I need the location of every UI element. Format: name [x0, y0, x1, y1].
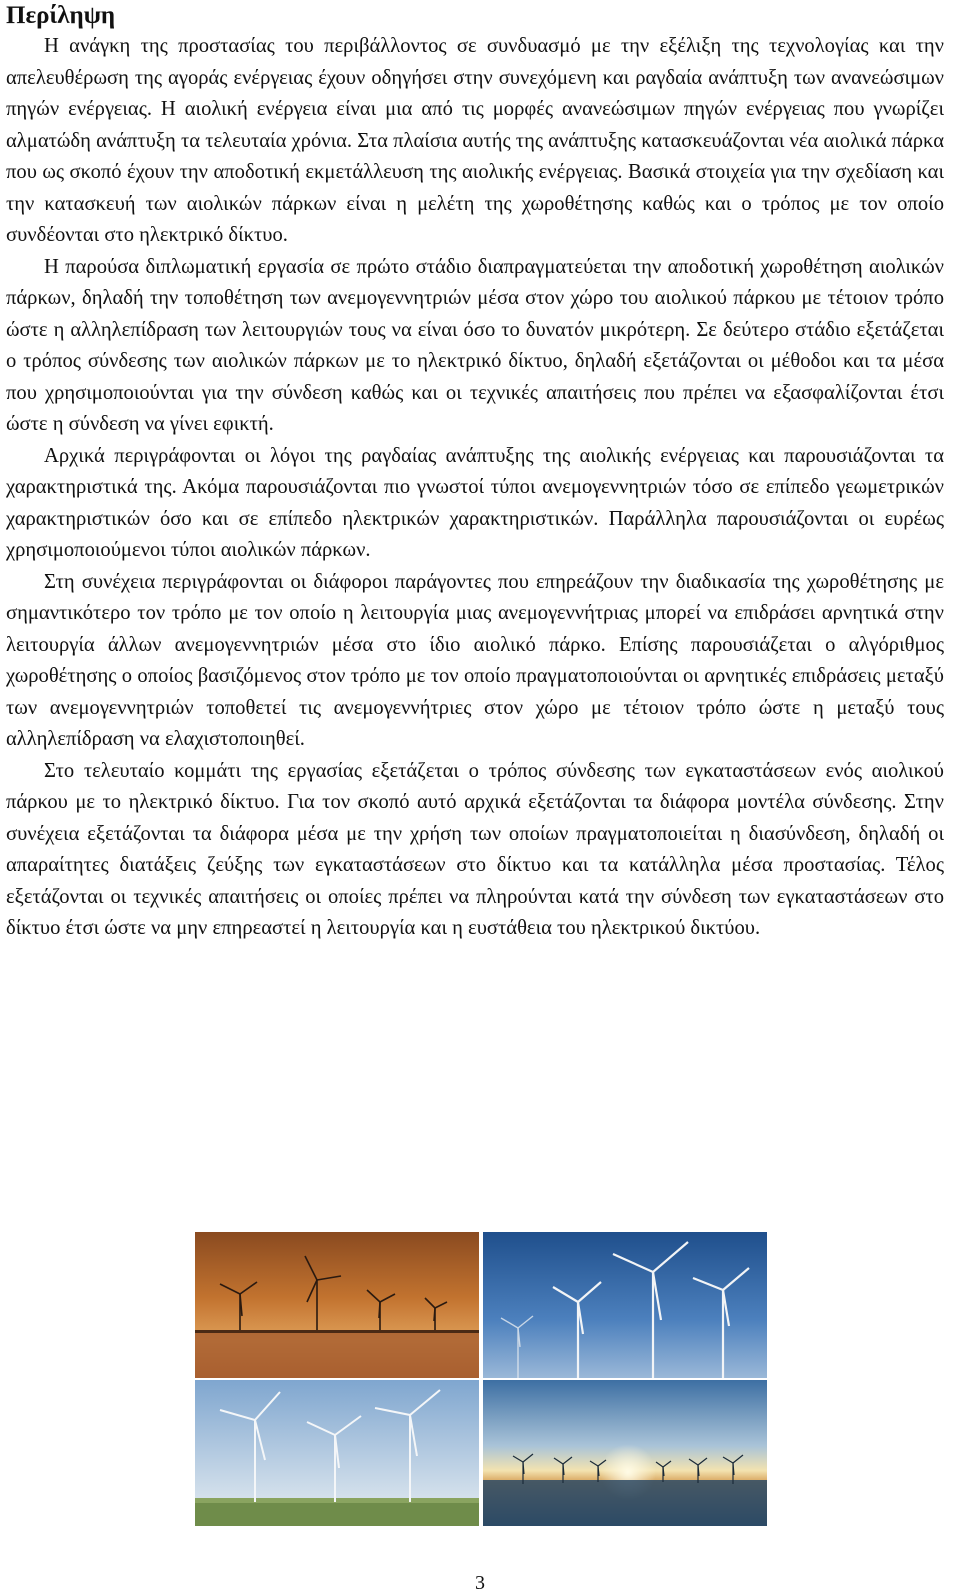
page-title: Περίληψη	[6, 2, 116, 29]
wind-turbines-field-photo	[195, 1380, 479, 1526]
wind-turbines-blue-sky-photo	[483, 1232, 767, 1378]
wind-turbine-collage	[195, 1232, 767, 1526]
paragraph-1: Η ανάγκη της προστασίας του περιβάλλοντος σε συνδυασμό με την εξέλιξη της τεχνολογίας και την απελευθέρωση της αγοράς ενέργειας έχουν οδηγήσει στην συνεχόμενη και ραγδαία ανάπτυξη των ανανεώσιμων πηγών ενέργειας. Η αιολική ενέργεια είναι μια από τις μορφές ανανεώσιμων πηγών ενέργειας που γνωρίζει αλματώδη ανάπτυξη τα τελευταία χρόνια. Στα πλαίσια αυτής της ανάπτυξης κατασκευάζονται νέα αιολικά πάρκα που ως σκοπό έχουν την αποδοτική εκμετάλλευση της αιολικής ενέργειας. Βασικά στοιχεία για την σχεδίαση και την κατασκευή των αιολικών πάρκων είναι η μελέτη της χωροθέτησης καθώς και ο τρόπος με τον οποίο συνδέονται στο ηλεκτρικό δίκτυο.	[6, 35, 944, 246]
abstract-body	[6, 31, 944, 945]
page-number: 3	[475, 1572, 485, 1594]
paragraph-5: Στο τελευταίο κομμάτι της εργασίας εξετάζεται ο τρόπος σύνδεσης των εγκαταστάσεων ενός αιολικού πάρκου με το ηλεκτρικό δίκτυο. Για τον σκοπό αυτό αρχικά εξετάζονται τα διάφορα μοντέλα σύνδεσης. Στην συνέχεια εξετάζονται τα διάφορα μέσα με την χρήση των οποίων πραγματοποιείται η διασύνδεση, δηλαδή οι απαραίτητες διατάξεις ζεύξης των εγκαταστάσεων στο δίκτυο και τα κατάλληλα μέσα προστασίας. Τέλος εξετάζονται οι τεχνικές απαιτήσεις οι οποίες πρέπει να πληρούνται κατά την σύνδεση των εγκαταστάσεων στο δίκτυο έτσι ώστε να μην επηρεαστεί η λειτουργία και η ευστάθεια του ηλεκτρικού δικτύου.	[6, 759, 944, 939]
wind-turbines-sunset-photo	[195, 1232, 479, 1378]
offshore-wind-farm-photo	[483, 1380, 767, 1526]
paragraph-3: Αρχικά περιγράφονται οι λόγοι της ραγδαίας ανάπτυξης της αιολικής ενέργειας και παρουσιάζονται τα χαρακτηριστικά της. Ακόμα παρουσιάζονται πιο γνωστοί τύποι ανεμογεννητριών τόσο σε επίπεδο γεωμετρικών χαρακτηριστικών όσο και σε επίπεδο ηλεκτρικών χαρακτηριστικών. Παράλληλα παρουσιάζονται οι ευρέως χρησιμοποιούμενοι τύποι αιολικών πάρκων.	[6, 444, 944, 561]
paragraph-4: Στη συνέχεια περιγράφονται οι διάφοροι παράγοντες που επηρεάζουν την διαδικασία της χωροθέτησης με σημαντικότερο τον τρόπο με τον οποίο η λειτουργία μιας ανεμογεννήτριας μπορεί να επιδράσει αρνητικά στην λειτουργία άλλων ανεμογεννητριών μέσα στο ίδιο αιολικό πάρκο. Επίσης παρουσιάζεται ο αλγόριθμος χωροθέτησης ο οποίος βασιζόμενος στον τρόπο με τον οποίο πραγματοποιούνται οι αρνητικές επιδράσεις μεταξύ των ανεμογεννητριών τοποθετεί τις ανεμογεννήτριες στον χώρο με τέτοιον τρόπο ώστε η μεταξύ τους αλληλεπίδραση να ελαχιστοποιηθεί.	[6, 570, 944, 750]
paragraph-2: Η παρούσα διπλωματική εργασία σε πρώτο στάδιο διαπραγματεύεται την αποδοτική χωροθέτηση αιολικών πάρκων, δηλαδή την τοποθέτηση των ανεμογεννητριών μέσα στον χώρο του αιολικού πάρκου με τέτοιον τρόπο ώστε η αλληλεπίδραση των λειτουργιών τους να είναι όσο το δυνατόν μικρότερη. Σε δεύτερο στάδιο εξετάζεται ο τρόπος σύνδεσης των αιολικών πάρκων με το ηλεκτρικό δίκτυο, δηλαδή εξετάζονται οι μέθοδοι και τα μέσα που χρησιμοποιούνται για την σύνδεση καθώς και οι τεχνικές απαιτήσεις που πρέπει να εξασφαλίζονται έτσι ώστε η σύνδεση να γίνει εφικτή.	[6, 255, 944, 435]
